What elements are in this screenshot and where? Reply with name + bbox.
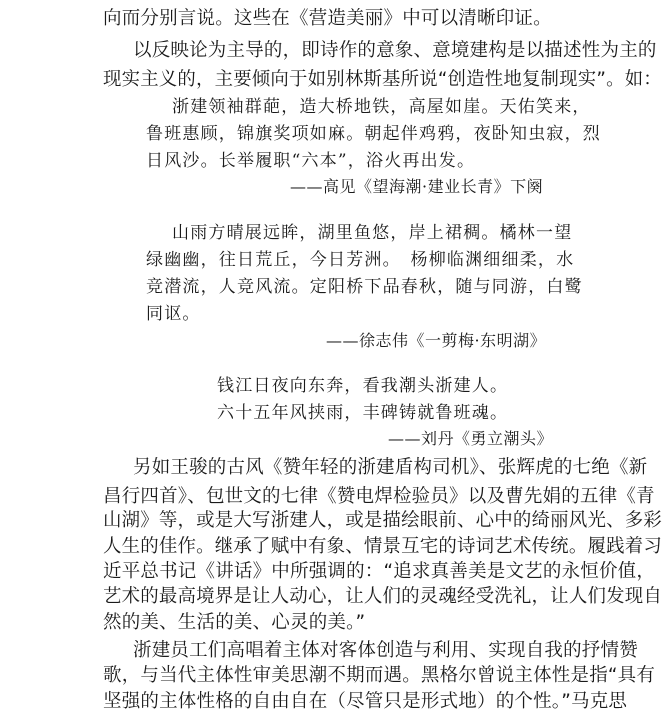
paragraph-line: 山湖》等，或是大写浙建人，或是描绘眼前、心中的绮丽风光、多彩: [103, 510, 662, 531]
paragraph-line: 歌，与当代主体性审美思潮不期而遇。黑格尔曾说主体性是指“具有: [103, 665, 656, 686]
poem1-line: 鲁班惠顾，锦旗奖项如麻。朝起伴鸡鸦，夜卧知虫寂，烈: [146, 124, 601, 144]
poem2-line: 同讴。: [146, 304, 201, 324]
paragraph-line: 近平总书记《讲话》中所强调的：“追求真善美是文艺的永恒价值，: [103, 561, 656, 582]
paragraph-line: 浙建员工们高唱着主体对客体创造与利用、实现自我的抒情赞: [133, 640, 638, 661]
paragraph-line: 坚强的主体性格的自由自在（尽管只是形式地）的个性。”马克思: [103, 691, 628, 712]
poem1-line: 日风沙。长举履职“六本”，浴火再出发。: [146, 151, 476, 171]
intro-line-2: 以反映论为主导的，即诗作的意象、意境建构是以描述性为主的: [133, 40, 657, 61]
paragraph-line: 人生的佳作。继承了赋中有象、情景互宅的诗词艺术传统。履践着习: [103, 536, 662, 557]
poem1-line: 浙建领袖群葩，造大桥地铁，高屋如崖。天佑笑来，: [172, 97, 591, 117]
poem2-line: 山雨方晴展远眸，湖里鱼悠，岸上裙稠。橘林一望: [172, 223, 573, 243]
intro-line-3: 现实主义的，主要倾向于如别林斯基所说“创造性地复制现实”。如：: [103, 69, 662, 90]
poem2-attribution: ——徐志伟《一剪梅·东明湖》: [326, 331, 547, 350]
paragraph-line: 昌行四首》、包世文的七律《赞电焊检验员》以及曹先娟的五律《青: [103, 486, 655, 507]
poem2-line: 竞潜流，人竞风流。定阳桥下品春秋，随与同游，白鹭: [146, 277, 583, 297]
poem3-line: 六十五年风挟雨，丰碑铸就鲁班魂。: [217, 403, 509, 423]
paragraph-line: 然的美、生活的美、心灵的美。”: [103, 612, 366, 633]
poem3-attribution: ——刘丹《勇立潮头》: [388, 429, 554, 448]
poem1-attribution: ——高见《望海潮·建业长青》下阕: [290, 177, 544, 196]
poem3-line: 钱江日夜向东奔，看我潮头浙建人。: [217, 376, 509, 396]
poem2-line: 绿幽幽，往日荒丘，今日芳洲。 杨柳临渊细细柔，水: [146, 250, 575, 270]
intro-line-1: 向而分别言说。这些在《营造美丽》中可以清晰印证。: [103, 8, 552, 29]
paragraph-line: 另如王骏的古风《赞年轻的浙建盾构司机》、张辉虎的七绝《新: [133, 457, 648, 478]
paragraph-line: 艺术的最高境界是让人动心，让人们的灵魂经受洗礼，让人们发现自: [103, 586, 662, 607]
